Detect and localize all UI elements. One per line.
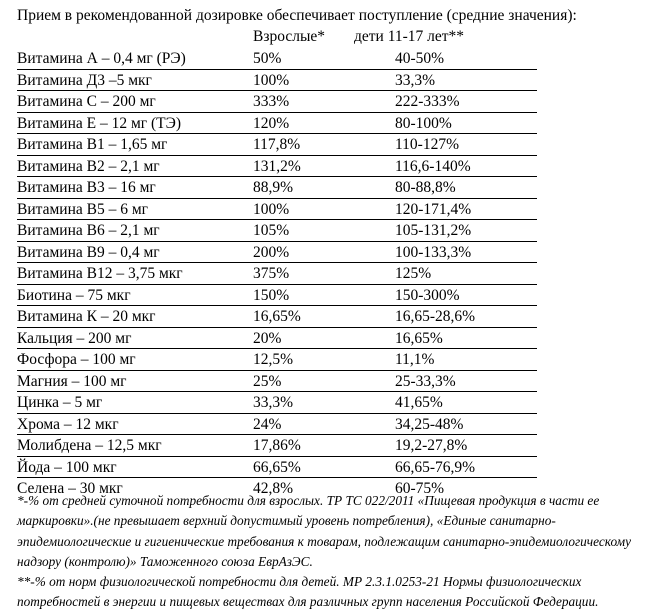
adults-percent: 25% — [253, 372, 282, 390]
adults-percent: 24% — [253, 415, 282, 433]
nutrient-name: Йода – 100 мкг — [17, 458, 117, 476]
adults-percent: 12,5% — [253, 351, 294, 368]
adults-percent: 131,2% — [253, 157, 301, 175]
nutrient-name: Витамина С – 200 мг — [17, 93, 156, 110]
children-percent: 222-333% — [395, 93, 460, 110]
table-row — [17, 457, 537, 479]
nutrient-name: Витамина Е – 12 мг (ТЭ) — [17, 114, 182, 132]
table-row — [17, 328, 537, 350]
table-row — [17, 371, 537, 393]
children-percent: 100-133,3% — [395, 243, 472, 261]
adults-percent: 33,3% — [253, 394, 294, 411]
adults-percent: 100% — [253, 71, 290, 89]
table-row — [17, 113, 537, 135]
children-percent: 34,25-48% — [395, 415, 464, 433]
nutrient-name: Магния – 100 мг — [17, 372, 127, 390]
children-percent: 16,65% — [395, 329, 443, 347]
table-row — [17, 392, 537, 414]
table-row — [17, 414, 537, 436]
footnotes — [17, 491, 647, 613]
children-percent: 40-50% — [395, 50, 445, 67]
nutrient-name: Кальция – 200 мг — [17, 329, 132, 347]
adults-percent: 17,86% — [253, 437, 301, 454]
nutrient-name: Витамина В1 – 1,65 мг — [17, 136, 168, 153]
adults-percent: 66,65% — [253, 458, 301, 476]
footnote-children: **-% от норм физиологической потребности для детей. МР 2.3.1.0253-21 Нормы физиологических потребностей в энергии и пищевых веществах для различных групп населения Российской Федерации. — [17, 574, 599, 610]
adults-percent: 20% — [253, 329, 282, 347]
table-row — [17, 134, 537, 156]
header-children: дети 11-17 лет** — [354, 28, 465, 45]
children-percent: 66,65-76,9% — [395, 458, 476, 476]
nutrient-name: Хрома – 12 мкг — [17, 415, 119, 433]
children-percent: 110-127% — [395, 136, 459, 153]
nutrient-name: Селена – 30 мкг — [17, 480, 123, 497]
nutrient-name: Фосфора – 100 мг — [17, 351, 136, 368]
adults-percent: 375% — [253, 265, 290, 282]
table-row — [17, 263, 537, 285]
nutrient-name: Витамина К – 20 мкг — [17, 308, 156, 325]
adults-percent: 333% — [253, 93, 290, 110]
table-row — [17, 48, 537, 70]
table-row — [17, 199, 537, 221]
children-percent: 25-33,3% — [395, 372, 456, 390]
table-row — [17, 156, 537, 178]
nutrient-name: Молибдена – 12,5 мкг — [17, 437, 162, 454]
table-row — [17, 306, 537, 328]
children-percent: 150-300% — [395, 286, 460, 304]
table-row — [17, 242, 537, 264]
children-percent: 116,6-140% — [395, 157, 471, 175]
header-adults: Взрослые* — [253, 28, 326, 45]
adults-percent: 50% — [253, 50, 282, 67]
nutrient-name: Цинка – 5 мг — [17, 394, 103, 411]
nutrient-name: Витамина Д3 –5 мкг — [17, 71, 152, 89]
adults-percent: 150% — [253, 286, 290, 304]
nutrient-name: Витамина В5 – 6 мг — [17, 200, 149, 218]
children-percent: 41,65% — [395, 394, 443, 411]
children-percent: 60-75% — [395, 480, 445, 497]
nutrient-name: Витамина В2 – 2,1 мг — [17, 157, 160, 175]
children-percent: 33,3% — [395, 71, 436, 89]
nutrient-table — [17, 48, 537, 499]
adults-percent: 105% — [253, 222, 290, 239]
nutrient-name: Витамина В6 – 2,1 мг — [17, 222, 160, 239]
children-percent: 80-100% — [395, 114, 452, 132]
children-percent: 16,65-28,6% — [395, 308, 476, 325]
table-row — [17, 177, 537, 199]
table-row — [17, 285, 537, 307]
document-title: Прием в рекомендованной дозировке обеспечивает поступление (средние значения): — [17, 7, 577, 24]
nutrient-name: Витамина В9 – 0,4 мг — [17, 243, 160, 261]
adults-percent: 16,65% — [253, 308, 301, 325]
nutrient-name: Витамина В3 – 16 мг — [17, 179, 156, 196]
adults-percent: 200% — [253, 243, 290, 261]
adults-percent: 120% — [253, 114, 290, 132]
table-row — [17, 435, 537, 457]
adults-percent: 100% — [253, 200, 290, 218]
table-row — [17, 220, 537, 242]
adults-percent: 117,8% — [253, 136, 301, 153]
children-percent: 80-88,8% — [395, 179, 456, 196]
nutrient-name: Витамина А – 0,4 мг (РЭ) — [17, 50, 186, 67]
nutrient-name: Витамина В12 – 3,75 мкг — [17, 265, 183, 282]
children-percent: 125% — [395, 265, 432, 282]
nutrient-name: Биотина – 75 мкг — [17, 286, 131, 304]
table-row — [17, 349, 537, 371]
children-percent: 19,2-27,8% — [395, 437, 468, 454]
adults-percent: 88,9% — [253, 179, 294, 196]
children-percent: 105-131,2% — [395, 222, 472, 239]
children-percent: 11,1% — [395, 351, 435, 368]
footnote-adults: *-% от средней суточной потребности для взрослых. ТР ТС 022/2011 «Пищевая продукция в части ее маркировки».(не превышает верхний допустимый уровень потребления), «Единые санитарно-эпидемиологические и гигиенические требования к товарам, подлежащим санитарно-эпидемиологическому надзору (контролю)» Таможенного союза ЕврАзЭС. — [17, 493, 632, 569]
adults-percent: 42,8% — [253, 480, 294, 497]
children-percent: 120-171,4% — [395, 200, 472, 218]
table-row — [17, 70, 537, 92]
table-row — [17, 91, 537, 113]
